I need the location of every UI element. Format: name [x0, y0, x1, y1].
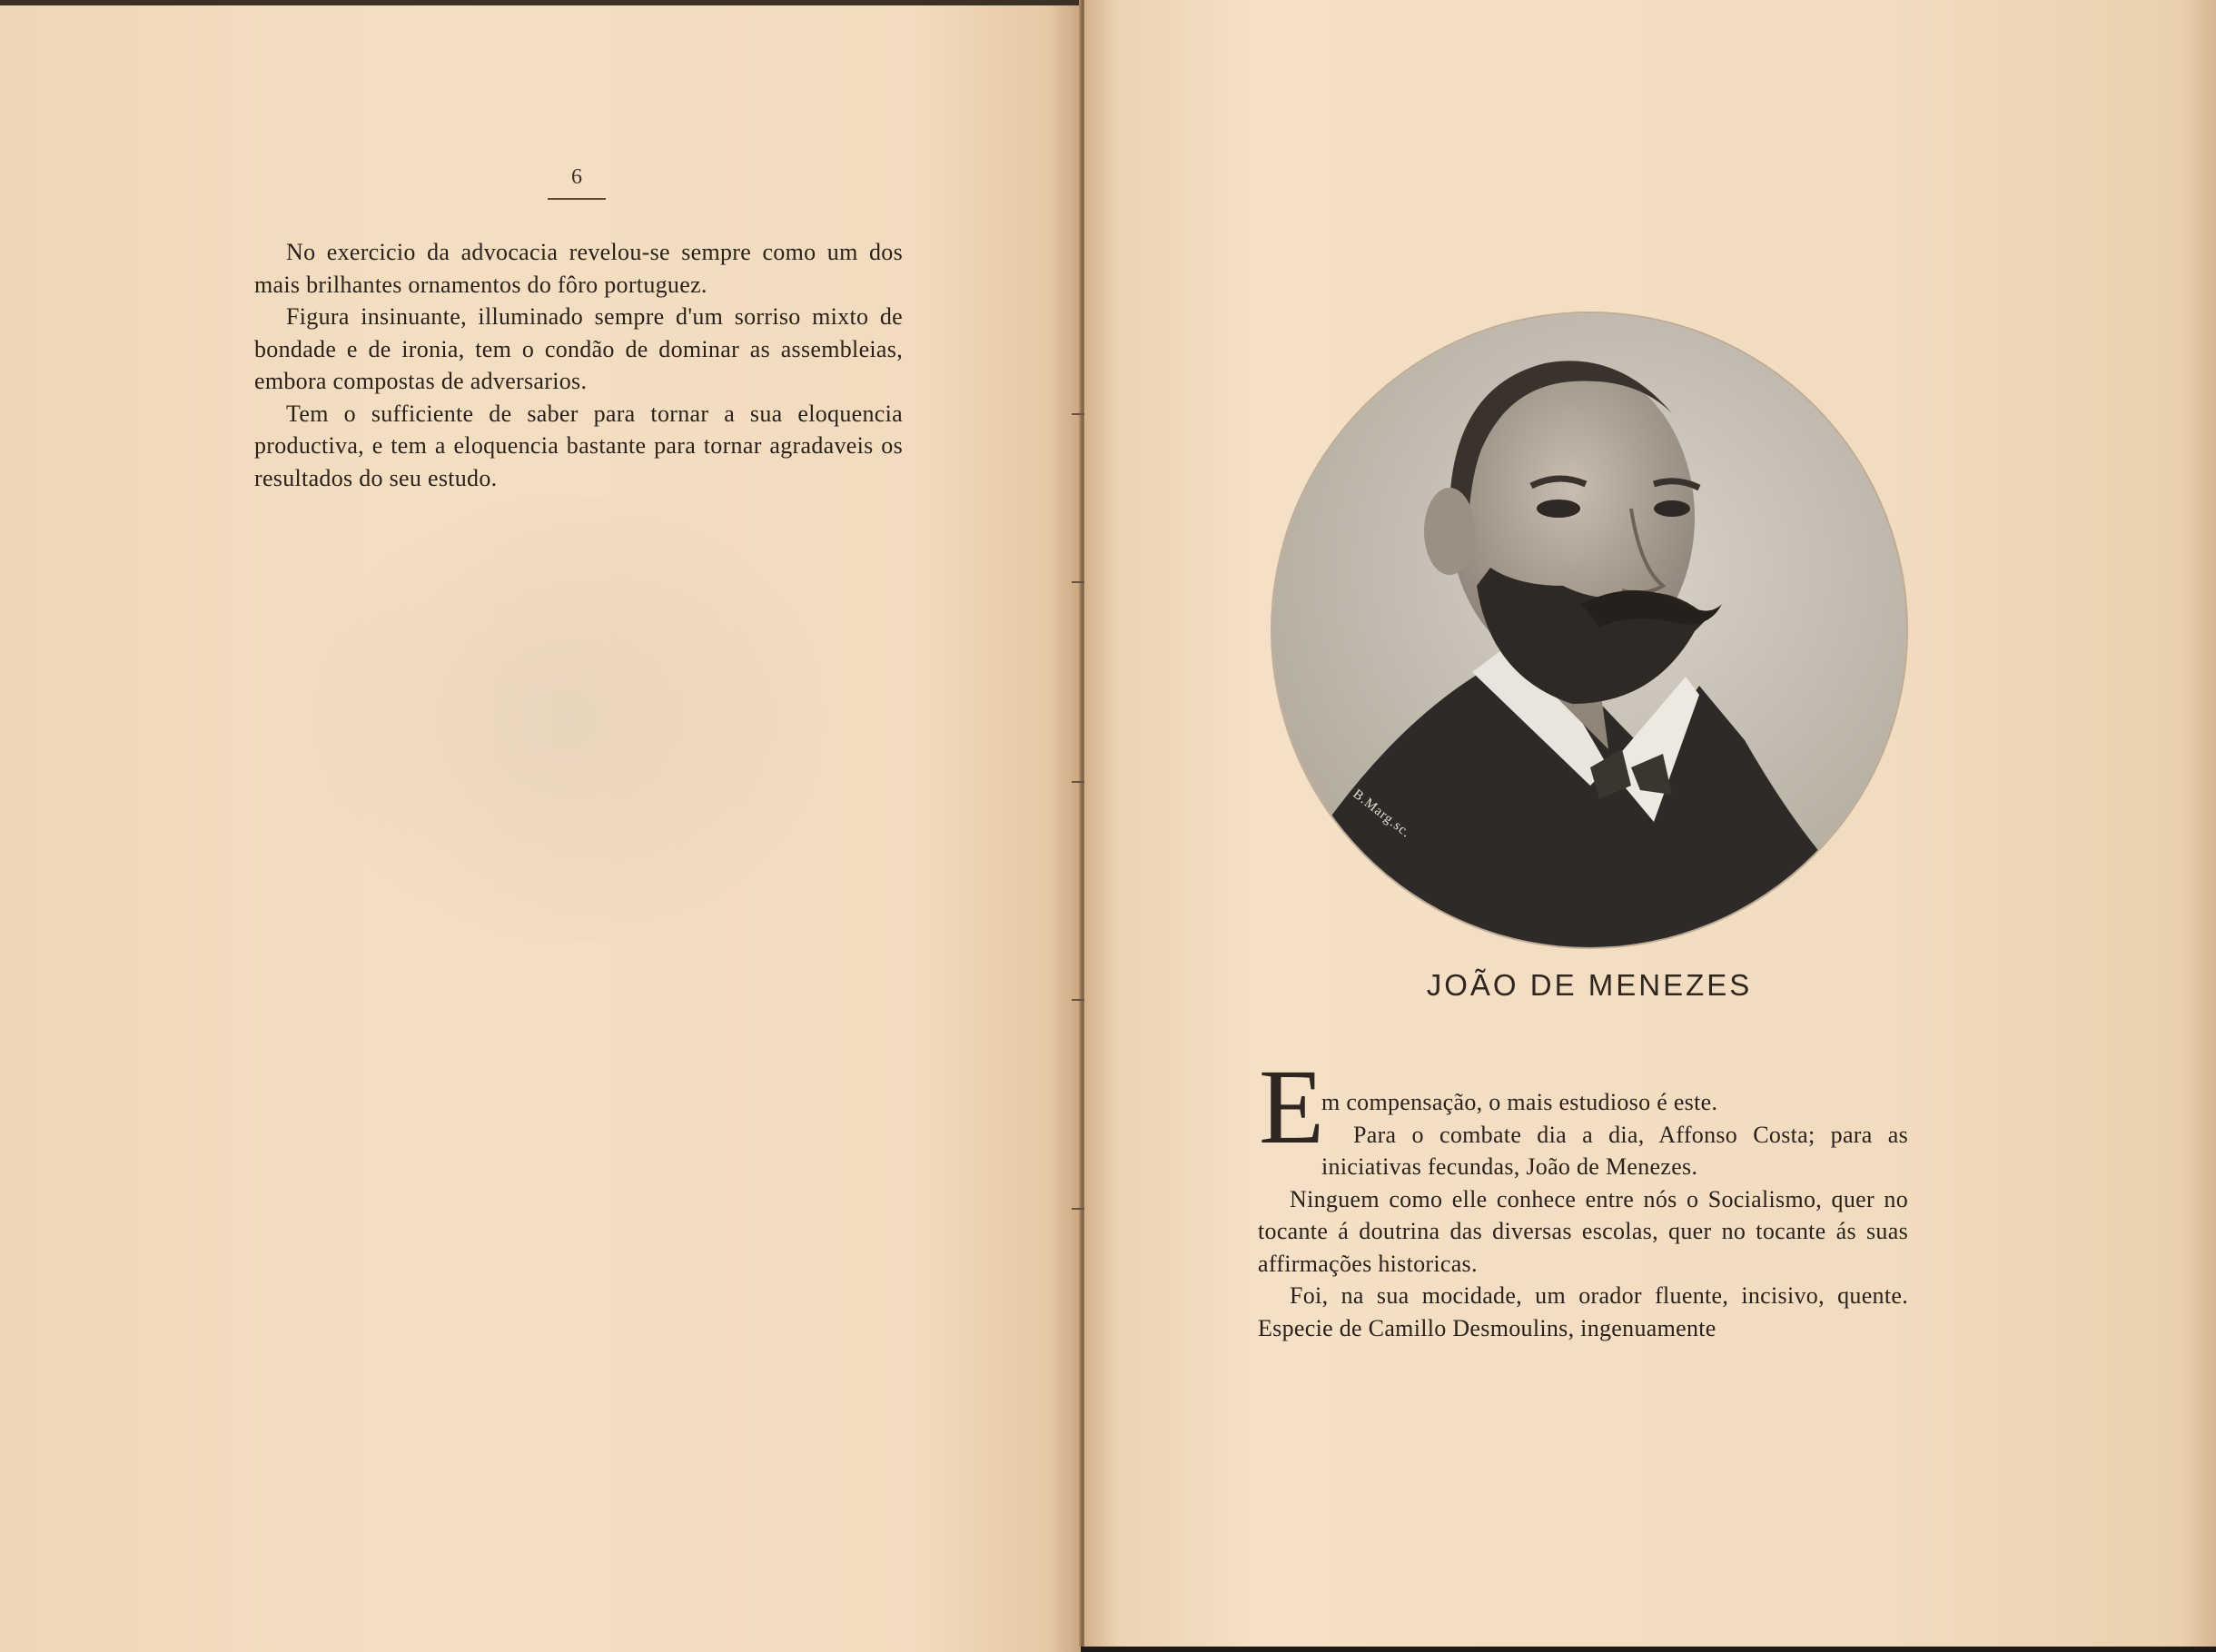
- engraver-signature: B.Marg.sc.: [1350, 786, 1414, 841]
- portrait-photo: [1272, 313, 1906, 947]
- paragraph: No exercicio da advocacia revelou-se sempre como um dos mais brilhantes ornamentos do fôro portuguez.: [254, 239, 903, 298]
- page-number-rule: [548, 198, 606, 200]
- paragraph: Para o combate dia a dia, Affonso Costa; para as iniciativas fecundas, João de Menezes.: [1321, 1121, 1908, 1180]
- paragraph: Figura insinuante, illuminado sempre d'um sorriso mixto de bondade e de ironia, tem o condão de dominar as assembleias, embora compostas de adversarios.: [254, 303, 903, 394]
- left-page: [0, 0, 1081, 1652]
- paragraph: Tem o sufficiente de saber para tornar a sua eloquencia productiva, e tem a eloquencia bastante para tornar agradaveis os resultados do seu estudo.: [254, 400, 903, 491]
- page-number: 6: [571, 165, 582, 189]
- paragraph: Foi, na sua mocidade, um orador fluente, incisivo, quente. Especie de Camillo Desmoulins, ingenuamente: [1258, 1282, 1908, 1341]
- drop-cap: E: [1259, 1047, 1325, 1166]
- show-through-ghost: [313, 496, 822, 941]
- paragraph: Ninguem como elle conhece entre nós o Socialismo, quer no tocante á doutrina das diversas escolas, quer no tocante ás suas affirmações historicas.: [1258, 1185, 1908, 1277]
- left-page-text: [254, 236, 903, 494]
- first-line: m compensação, o mais estudioso é este.: [1321, 1089, 1718, 1115]
- right-page-text: [1258, 1086, 1908, 1344]
- portrait-caption: JOÃO DE MENEZES: [1426, 968, 1753, 1002]
